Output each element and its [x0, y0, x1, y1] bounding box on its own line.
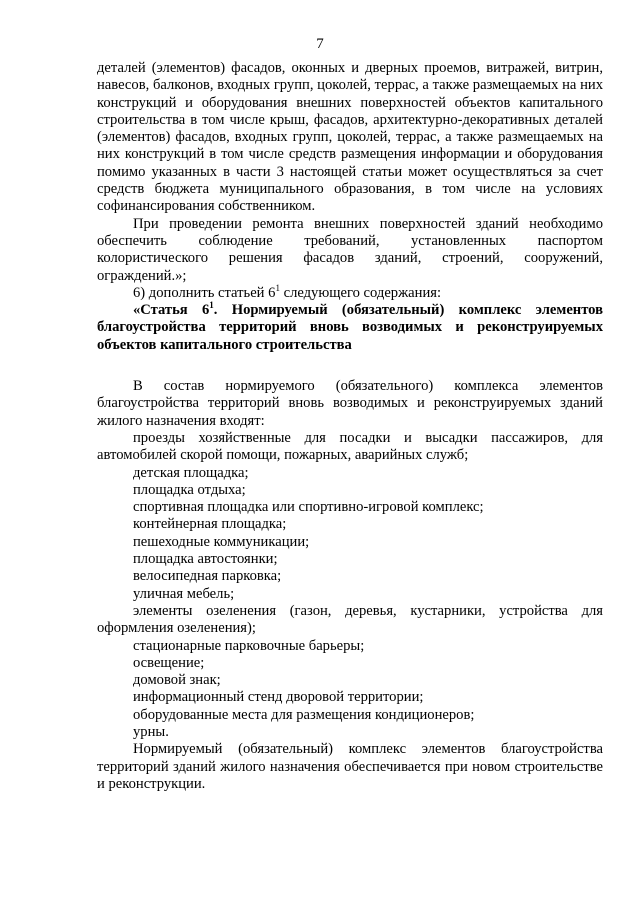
amendment-text: 6) дополнить статьей 6 — [133, 284, 276, 301]
amendment-line — [97, 285, 603, 302]
amendment-superscript: 1 — [275, 283, 280, 293]
list-item: уличная мебель; — [133, 585, 235, 602]
article-title-prefix: «Статья 6 — [133, 302, 210, 319]
list-item: элементы озеленения (газон, деревья, кустарники, устройства для оформления озеленения); — [97, 602, 603, 637]
list-item: площадка автостоянки; — [133, 551, 278, 568]
list-item: освещение; — [133, 654, 205, 671]
list-item: пешеходные коммуникации; — [133, 533, 310, 550]
list-item: проезды хозяйственные для посадки и высадки пассажиров, для автомобилей скорой помощи, пожарных, аварийных служб; — [97, 429, 603, 464]
list-item: оборудованные места для размещения кондиционеров; — [133, 706, 475, 723]
article-title-superscript: 1 — [209, 300, 214, 311]
amendment-tail: следующего содержания: — [279, 284, 442, 301]
list-item: контейнерная площадка; — [133, 516, 287, 533]
closing-paragraph: Нормируемый (обязательный) комплекс элементов благоустройства территорий зданий жилого назначения обеспечивается при новом строительстве и реконструкции. — [97, 741, 603, 792]
list-item: спортивная площадка или спортивно-игровой комплекс; — [133, 499, 484, 516]
list-item: велосипедная парковка; — [133, 568, 282, 585]
list-item: площадка отдыха; — [133, 481, 246, 498]
list-item: детская площадка; — [133, 464, 249, 481]
article-title-text: . Нормируемый (обязательный) комплекс элементов благоустройства территорий вновь возводимых и реконструируемых объектов капитального строительства — [97, 302, 603, 353]
paragraph-repair: При проведении ремонта внешних поверхностей зданий необходимо обеспечить соблюдение требований, установленных паспортом колористического решения фасадов зданий, строений, сооружений, ограждений.»; — [97, 215, 603, 284]
paragraph-continued: деталей (элементов) фасадов, оконных и дверных проемов, витражей, витрин, навесов, балконов, входных групп, цоколей, террас, а также размещаемых на них конструкций и оборудования внешних поверхностей объектов капитального строительства в том числе крыш, фасадов, архитектурно-декоративных деталей (элементов) фасадов, входных групп, цоколей, террас, а также размещаемых на них конструкций в том числе средств размещения информации и оборудования помимо указанных в части 3 настоящей статьи может осуществляться за счет средств бюджета муниципального образования, в том числе на условиях софинансирования собственником. — [97, 60, 603, 215]
list-item: урны. — [133, 723, 169, 740]
list-item: стационарные парковочные барьеры; — [133, 637, 365, 654]
article-title — [97, 302, 603, 354]
list-item: домовой знак; — [133, 672, 221, 689]
article-intro: В состав нормируемого (обязательного) комплекса элементов благоустройства территорий вновь возводимых и реконструируемых зданий жилого назначения входят: — [97, 378, 603, 429]
list-item: информационный стенд дворовой территории; — [133, 689, 424, 706]
page-number: 7 — [316, 36, 324, 52]
document-body — [97, 60, 603, 793]
